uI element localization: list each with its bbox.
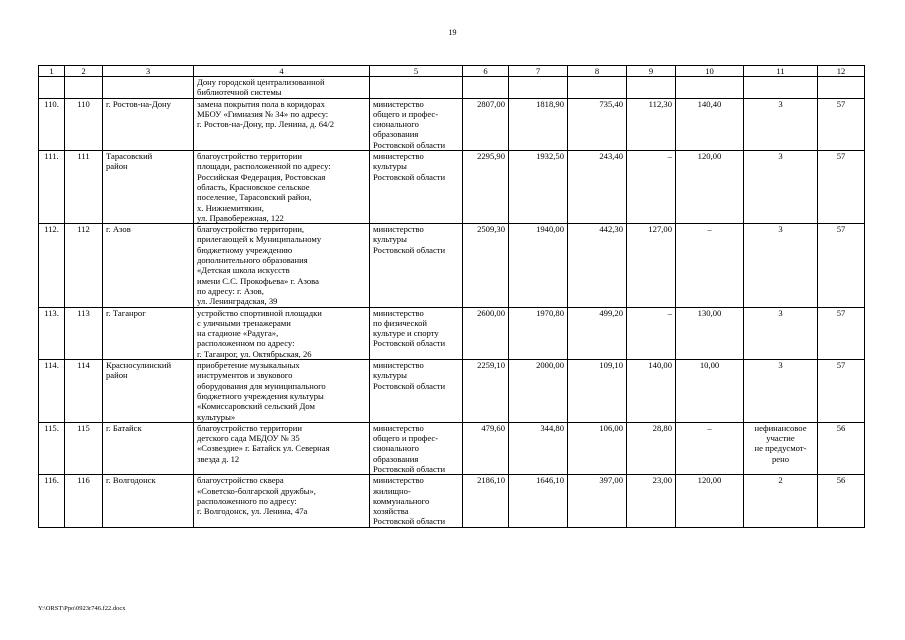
- row-number-cell: 114.: [39, 360, 65, 423]
- non-financial-participation-cell: 3: [744, 98, 818, 150]
- amount-local-cell: 243,40: [568, 151, 627, 224]
- amount-total-cell: 2807,00: [463, 98, 509, 150]
- score-cell: 56: [818, 422, 865, 474]
- row-number-cell: 116.: [39, 475, 65, 527]
- row-number-cell: 112.: [39, 224, 65, 307]
- table-row: [39, 475, 865, 527]
- project-description-cell: замена покрытия пола в коридорах МБОУ «Гимназия № 34» по адресу: г. Ростов-на-Дону, пр. Ленина, д. 64/2: [194, 98, 370, 150]
- amount-citizens-cell: 112,30: [627, 98, 676, 150]
- project-description-cell: устройство спортивной площадки с уличными тренажерами на стадионе «Радуга», расположенном по адресу: г. Таганрог, ул. Октябрьская, 26: [194, 307, 370, 359]
- non-financial-participation-cell: 3: [744, 360, 818, 423]
- non-financial-participation-cell: 3: [744, 307, 818, 359]
- amount-local-cell: 397,00: [568, 475, 627, 527]
- ministry-cell: министерство жилищно- коммунального хозяйства Ростовской области: [370, 475, 463, 527]
- header-cell: 12: [818, 66, 865, 77]
- amount-citizens-cell: 23,00: [627, 475, 676, 527]
- header-cell: 4: [194, 66, 370, 77]
- table-row: [39, 360, 865, 423]
- score-cell: 57: [818, 151, 865, 224]
- amount-citizens-cell: –: [627, 151, 676, 224]
- amount-sponsors-cell: 10,00: [676, 360, 744, 423]
- header-cell: 10: [676, 66, 744, 77]
- amount-citizens-cell: 127,00: [627, 224, 676, 307]
- row-id-cell: 111: [65, 151, 103, 224]
- continuation-row: [39, 77, 865, 99]
- amount-local-cell: 735,40: [568, 98, 627, 150]
- ministry-cell: министерство культуры Ростовской области: [370, 151, 463, 224]
- ministry-cell: министерство культуры Ростовской области: [370, 224, 463, 307]
- amount-sponsors-cell: 120,00: [676, 151, 744, 224]
- project-description-cell: благоустройство территории, прилегающей к Муниципальному бюджетному учреждению дополнительного образования «Детская школа искусств имени С.С. Прокофьева» г. Азова по адресу: г. Азов, ул. Ленинградская, 39: [194, 224, 370, 307]
- project-description-cell: благоустройство территории площади, расположенной по адресу: Российская Федерация, Ростовская область, Красновское сельское поселение, Тарасовский район, х. Нижнемитякин, ул. Правобережная, 122: [194, 151, 370, 224]
- amount-regional-cell: 1818,90: [509, 98, 568, 150]
- ministry-cell: министерство общего и профес- сионального образования Ростовской области: [370, 422, 463, 474]
- header-cell: 9: [627, 66, 676, 77]
- amount-regional-cell: 1932,50: [509, 151, 568, 224]
- score-cell: 56: [818, 475, 865, 527]
- table-row: [39, 224, 865, 307]
- header-cell: 6: [463, 66, 509, 77]
- amount-local-cell: 442,30: [568, 224, 627, 307]
- table-row: [39, 98, 865, 150]
- score-cell: 57: [818, 360, 865, 423]
- non-financial-participation-cell: 3: [744, 224, 818, 307]
- score-cell: 57: [818, 224, 865, 307]
- header-cell: 1: [39, 66, 65, 77]
- amount-sponsors-cell: 120,00: [676, 475, 744, 527]
- row-number-cell: 111.: [39, 151, 65, 224]
- table-row: [39, 151, 865, 224]
- row-id-cell: 112: [65, 224, 103, 307]
- amount-sponsors-cell: 130,00: [676, 307, 744, 359]
- non-financial-participation-cell: нефинансовое участие не предусмот- рено: [744, 422, 818, 474]
- amount-total-cell: 2295,90: [463, 151, 509, 224]
- amount-local-cell: 499,20: [568, 307, 627, 359]
- row-id-cell: 115: [65, 422, 103, 474]
- amount-total-cell: 2259,10: [463, 360, 509, 423]
- amount-sponsors-cell: 140,40: [676, 98, 744, 150]
- municipality-cell: Красносулинский район: [103, 360, 194, 423]
- row-id-cell: 113: [65, 307, 103, 359]
- data-table: [38, 65, 865, 528]
- row-number-cell: 113.: [39, 307, 65, 359]
- municipality-cell: г. Таганрог: [103, 307, 194, 359]
- score-cell: 57: [818, 307, 865, 359]
- amount-citizens-cell: 140,00: [627, 360, 676, 423]
- row-id-cell: 110: [65, 98, 103, 150]
- project-description-cell: благоустройство сквера «Советско-болгарской дружбы», расположенного по адресу: г. Волгодонск, ул. Ленина, 47а: [194, 475, 370, 527]
- municipality-cell: г. Азов: [103, 224, 194, 307]
- row-id-cell: 116: [65, 475, 103, 527]
- header-cell: 5: [370, 66, 463, 77]
- municipality-cell: Тарасовский район: [103, 151, 194, 224]
- amount-citizens-cell: 28,80: [627, 422, 676, 474]
- amount-regional-cell: 1646,10: [509, 475, 568, 527]
- amount-total-cell: 2186,10: [463, 475, 509, 527]
- table-header-row: [39, 66, 865, 77]
- ministry-cell: министерство по физической культуре и спорту Ростовской области: [370, 307, 463, 359]
- row-number-cell: 110.: [39, 98, 65, 150]
- project-description-cell: приобретение музыкальных инструментов и звукового оборудования для муниципального бюджетного учреждения культуры «Комиссаровский сельский Дом культуры»: [194, 360, 370, 423]
- amount-total-cell: 2509,30: [463, 224, 509, 307]
- amount-sponsors-cell: –: [676, 224, 744, 307]
- continuation-text: Дону городской централизованной библиотечной системы: [194, 77, 370, 99]
- footer-file-path: Y:\ORST\Ppo\0923r746.f22.docx: [38, 605, 126, 612]
- table-row: [39, 422, 865, 474]
- amount-regional-cell: 1940,00: [509, 224, 568, 307]
- municipality-cell: г. Батайск: [103, 422, 194, 474]
- row-number-cell: 115.: [39, 422, 65, 474]
- header-cell: 2: [65, 66, 103, 77]
- header-cell: 7: [509, 66, 568, 77]
- amount-citizens-cell: –: [627, 307, 676, 359]
- amount-total-cell: 2600,00: [463, 307, 509, 359]
- row-id-cell: 114: [65, 360, 103, 423]
- header-cell: 3: [103, 66, 194, 77]
- header-cell: 8: [568, 66, 627, 77]
- score-cell: 57: [818, 98, 865, 150]
- header-cell: 11: [744, 66, 818, 77]
- municipality-cell: г. Ростов-на-Дону: [103, 98, 194, 150]
- ministry-cell: министерство общего и профес- сионального образования Ростовской области: [370, 98, 463, 150]
- amount-regional-cell: 344,80: [509, 422, 568, 474]
- ministry-cell: министерство культуры Ростовской области: [370, 360, 463, 423]
- project-description-cell: благоустройство территории детского сада МБДОУ № 35 «Созвездие» г. Батайск ул. Северная звезда д. 12: [194, 422, 370, 474]
- amount-total-cell: 479,60: [463, 422, 509, 474]
- amount-local-cell: 109,10: [568, 360, 627, 423]
- municipality-cell: г. Волгодонск: [103, 475, 194, 527]
- amount-local-cell: 106,00: [568, 422, 627, 474]
- amount-regional-cell: 1970,80: [509, 307, 568, 359]
- page-number: 19: [448, 28, 457, 37]
- amount-sponsors-cell: –: [676, 422, 744, 474]
- amount-regional-cell: 2000,00: [509, 360, 568, 423]
- table-row: [39, 307, 865, 359]
- non-financial-participation-cell: 2: [744, 475, 818, 527]
- non-financial-participation-cell: 3: [744, 151, 818, 224]
